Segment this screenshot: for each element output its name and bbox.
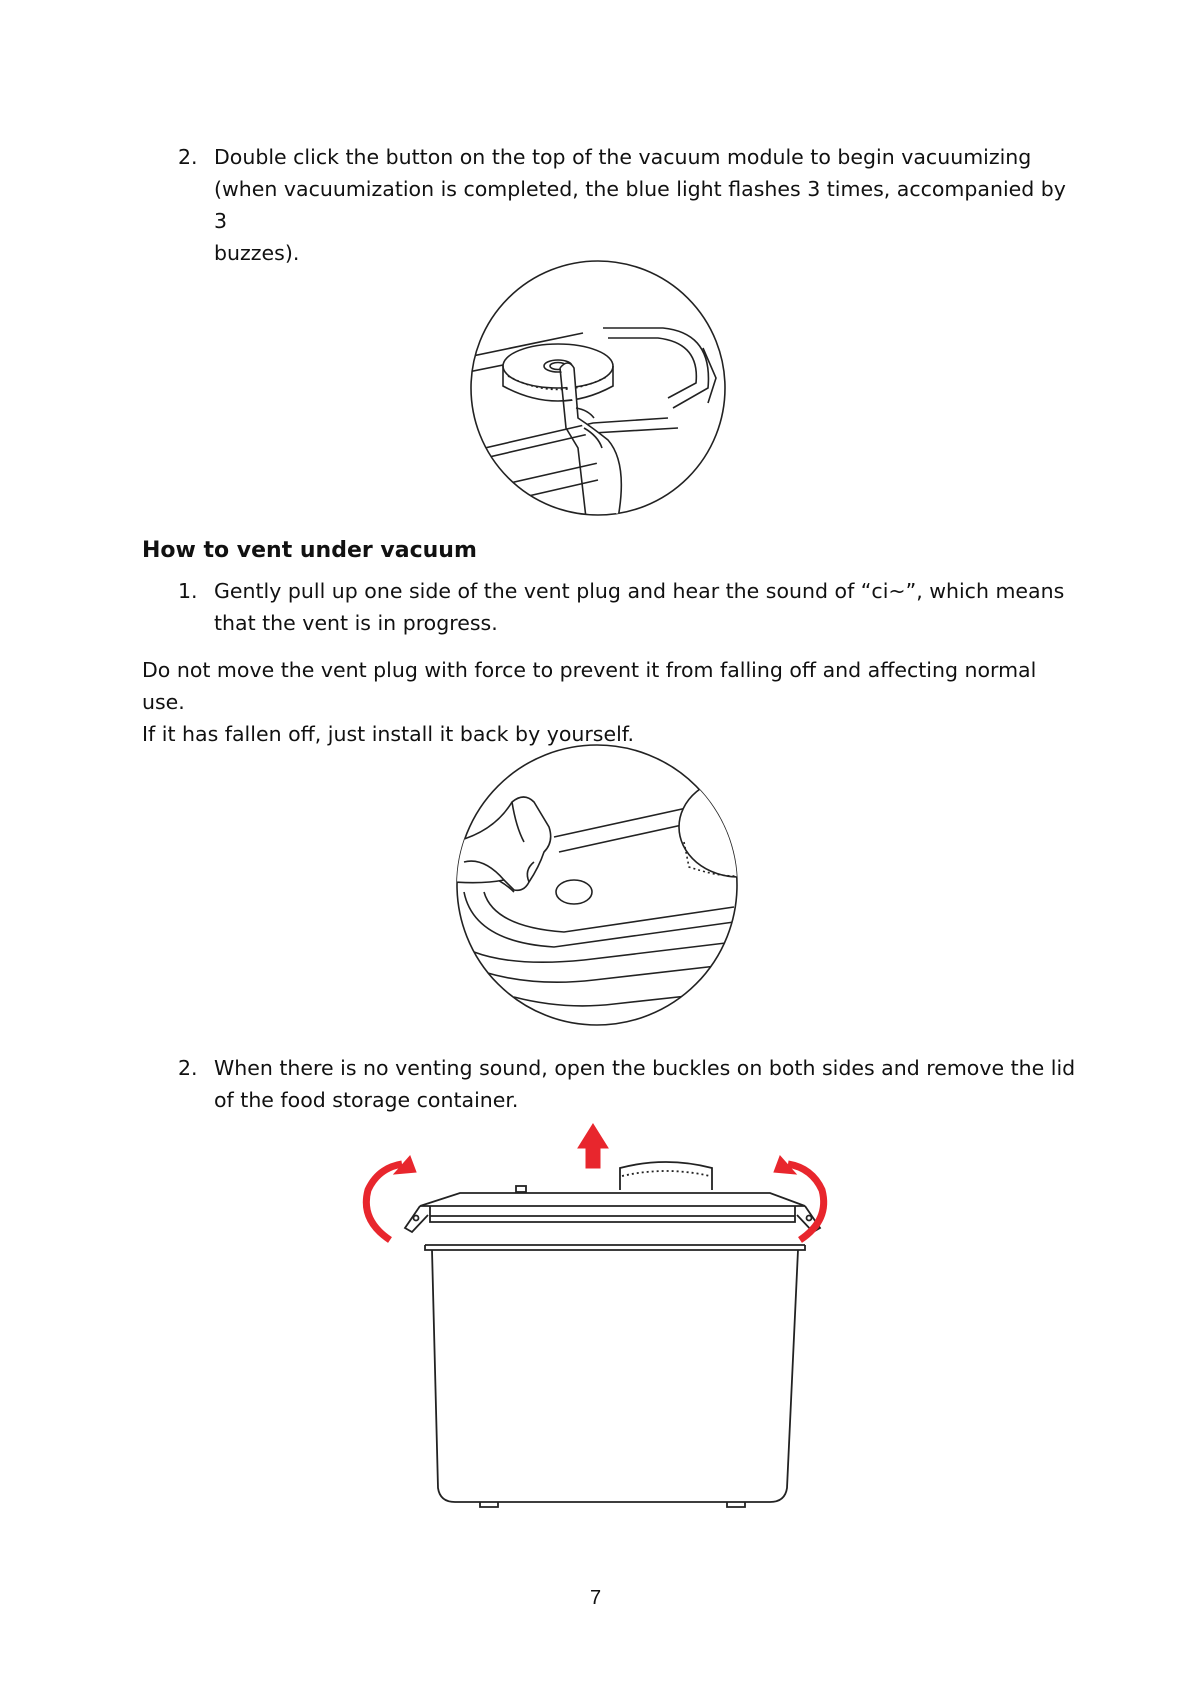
- step-line: When there is no venting sound, open the buckles on both sides and remove the lid: [214, 1056, 1076, 1080]
- pull-vent-plug-illustration: [454, 742, 740, 1028]
- step-line: (when vacuumization is completed, the blue light flashes 3 times, accompanied by 3: [214, 177, 1066, 233]
- step-double-click: [178, 141, 1078, 265]
- step-line: Double click the button on the top of the vacuum module to begin vacuumizing: [214, 145, 1032, 169]
- step-text: [214, 141, 1078, 269]
- note-line: Do not move the vent plug with force to prevent it from falling off and affecting normal use.: [142, 658, 1037, 714]
- step-line: of the food storage container.: [214, 1088, 519, 1112]
- vent-step-2: [178, 1052, 1078, 1116]
- section-heading: How to vent under vacuum: [142, 538, 477, 563]
- vent-note: [142, 654, 1082, 750]
- step-text: [214, 1052, 1075, 1116]
- note-line: If it has fallen off, just install it back by yourself.: [142, 722, 635, 746]
- page-number: 7: [589, 1587, 602, 1609]
- arrow-up-icon: [578, 1124, 608, 1168]
- step-line: Gently pull up one side of the vent plug and hear the sound of “ci~”, which means: [214, 579, 1065, 603]
- step-number: 2.: [178, 1056, 198, 1080]
- vent-step-1: [178, 575, 1078, 639]
- press-button-illustration: [468, 258, 728, 518]
- step-text: [214, 575, 1064, 639]
- step-number: 2.: [178, 145, 198, 169]
- step-line: that the vent is in progress.: [214, 611, 498, 635]
- step-number: 1.: [178, 579, 198, 603]
- arrow-left-rotate-icon: [366, 1164, 402, 1240]
- remove-lid-illustration: [350, 1120, 840, 1515]
- step-line: buzzes).: [214, 241, 300, 265]
